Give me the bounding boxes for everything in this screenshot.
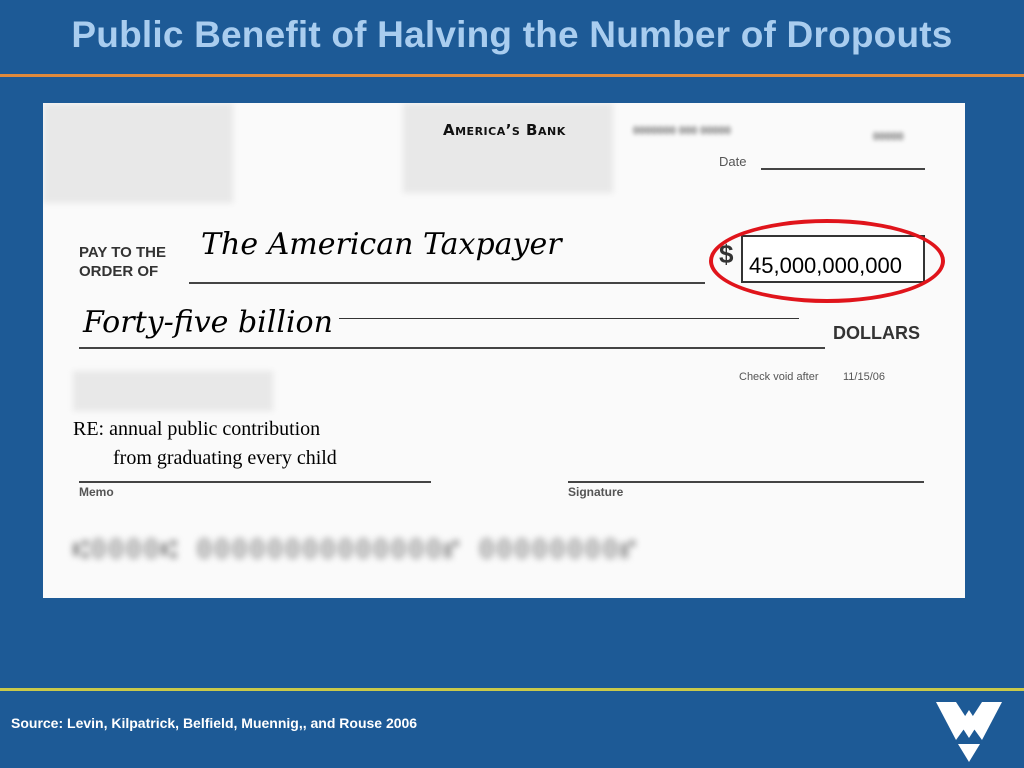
void-label: Check void after <box>739 371 819 383</box>
erased-region-center <box>403 103 613 193</box>
blurred-routing-number: 00000 <box>873 131 904 143</box>
amount-highlight-circle <box>709 219 945 303</box>
date-line <box>761 168 925 170</box>
erased-region-mid-left <box>73 371 273 411</box>
memo-text: RE: annual public contribution from graduating every child <box>73 418 337 469</box>
check-image <box>43 103 965 598</box>
words-underline <box>339 318 799 319</box>
slide-title: Public Benefit of Halving the Number of Dropouts <box>71 14 953 55</box>
payee-line <box>189 282 705 284</box>
vanderbilt-v-logo-icon <box>936 700 1002 764</box>
pay-to-line2: ORDER OF <box>79 263 159 280</box>
title-divider <box>0 74 1024 77</box>
dollars-label: DOLLARS <box>833 323 920 343</box>
amount-in-words: Forty-five billion <box>83 305 333 340</box>
blurred-check-number: 0000000 000 00000 <box>633 125 731 137</box>
source-citation: Source: Levin, Kilpatrick, Belfield, Muennig,, and Rouse 2006 <box>11 715 418 731</box>
pay-to-line1: PAY TO THE <box>79 244 166 261</box>
erased-region-left <box>43 103 233 203</box>
dollar-sign: $ <box>719 239 734 269</box>
amount-value: 45,000,000,000 <box>749 253 902 278</box>
void-date: 11/15/06 <box>843 371 886 383</box>
payee-name: The American Taxpayer <box>201 227 562 262</box>
bank-name: America’s Bank <box>443 121 566 139</box>
memo-label: Memo <box>79 485 114 499</box>
blurred-micr-line: ⑆0000⑆ 00000000000000⑈ 00000000⑈ <box>73 535 638 565</box>
pay-to-label <box>79 243 166 281</box>
memo-line <box>79 481 431 483</box>
signature-label: Signature <box>568 485 624 499</box>
words-line <box>79 347 825 349</box>
date-label: Date <box>719 154 747 169</box>
signature-line <box>568 481 924 483</box>
